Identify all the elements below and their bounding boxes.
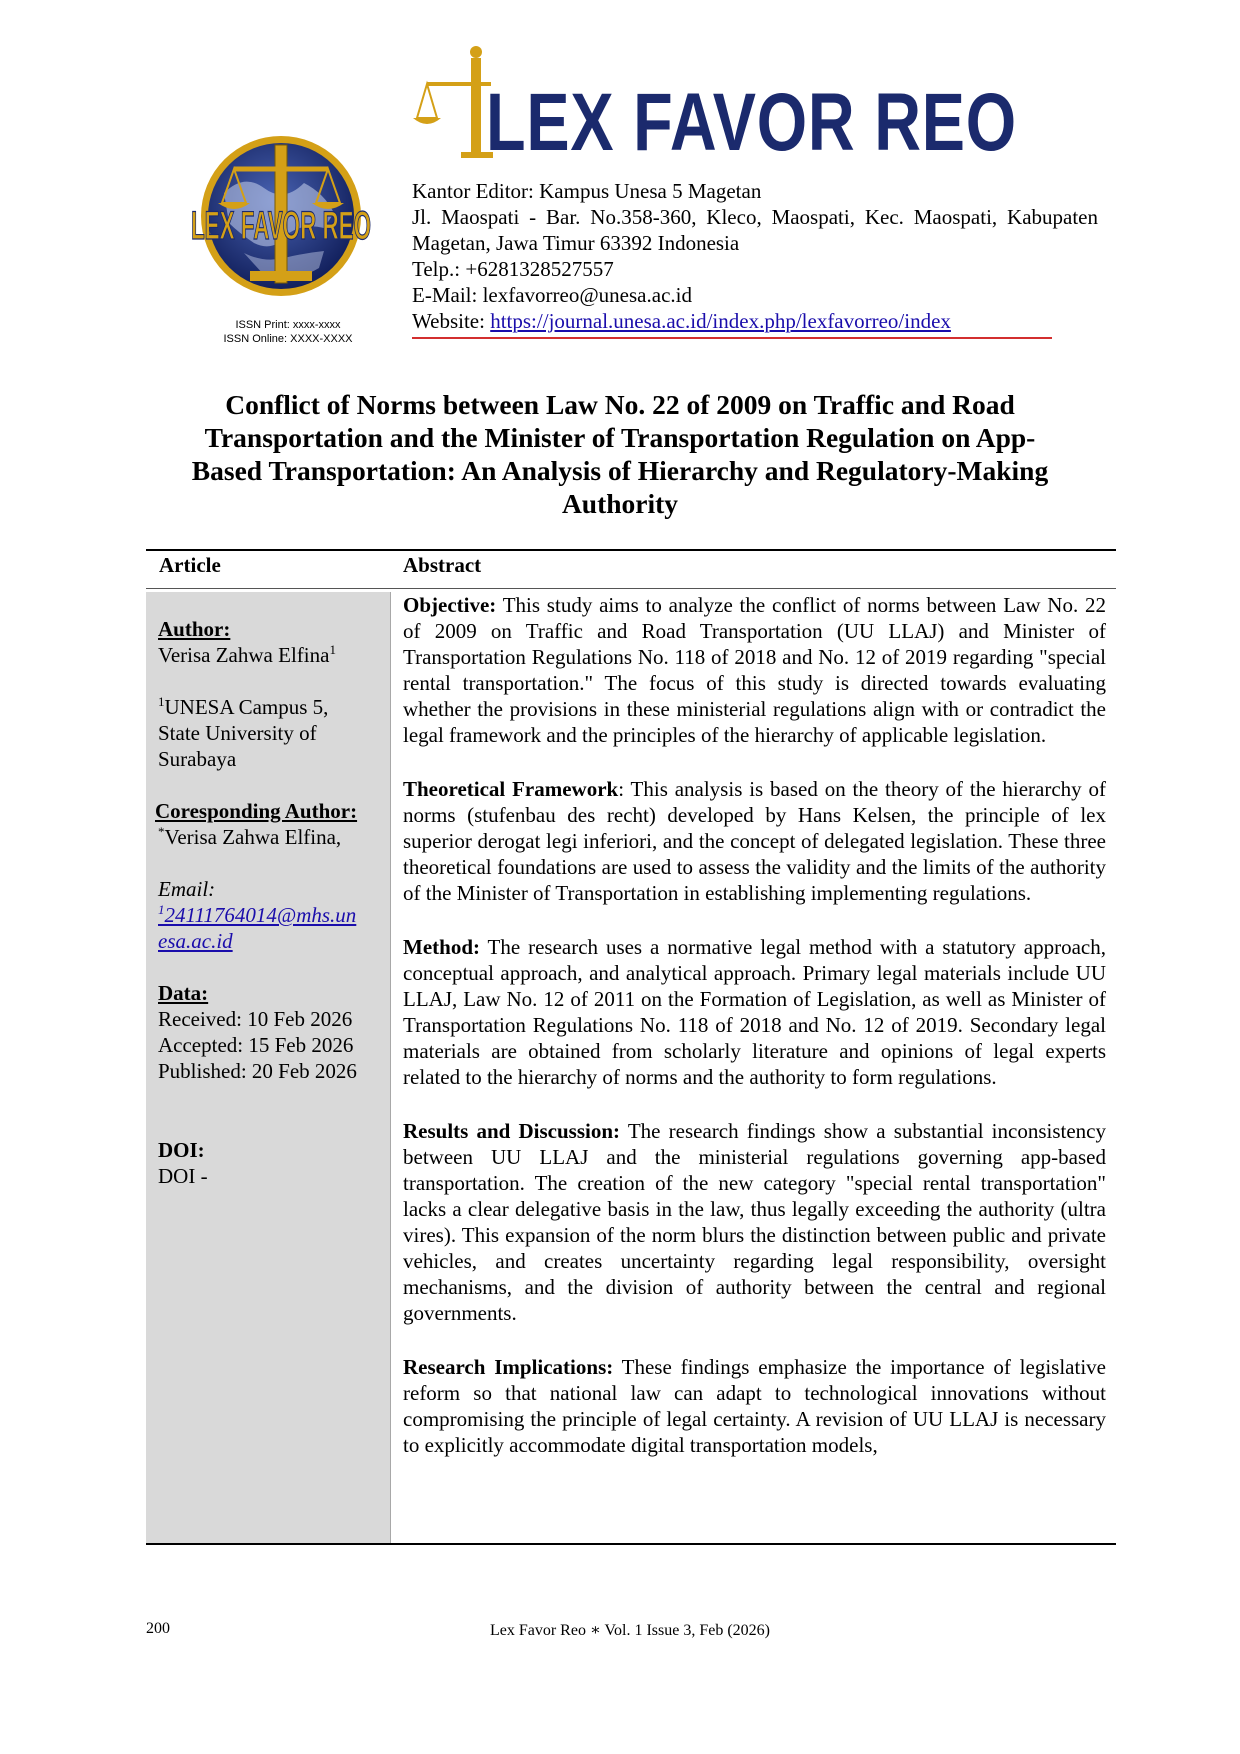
website-link[interactable]: https://journal.unesa.ac.id/index.php/lexfavorreo/index — [490, 309, 951, 333]
abstract-column-header: Abstract — [403, 553, 482, 577]
journal-wordmark: LEX FAVOR REO — [486, 77, 1017, 168]
email-link[interactable]: $^1$24111764014@mhs.un — [158, 902, 357, 927]
table-header-rule — [146, 588, 1116, 589]
received-date: Received: 10 Feb 2026 — [158, 1007, 353, 1031]
email-marker: 1 — [158, 902, 165, 917]
corresponding-author-name: *Verisa Zahwa Elfina, — [158, 824, 342, 849]
author-label: Author: — [158, 617, 231, 641]
email-link-line — [158, 902, 356, 928]
article-column-header: Article — [159, 553, 221, 577]
accepted-date: Accepted: 15 Feb 2026 — [158, 1033, 354, 1057]
affiliation-line: State University of — [158, 721, 317, 745]
abstract-theoretical-framework: Theoretical Framework: This analysis is based on the theory of the hierarchy of norms (stufenbau des recht) developed by Hans Kelsen, the principle of lex superior derogat legi inferiori, and the concept of delegated legislation. These three theoretical foundations are used to assess the validity and the limits of the authority of the Minister of Transportation in establishing implementing regulations. — [403, 777, 1106, 905]
table-bottom-rule — [146, 1543, 1116, 1545]
issn-online: ISSN Online: XXXX-XXXX — [223, 333, 353, 345]
corresponding-author-label: Coresponding Author: — [155, 799, 358, 823]
doi-value: DOI - — [158, 1164, 208, 1188]
article-info-column — [146, 592, 391, 1543]
affiliation-marker: 1 — [158, 694, 165, 709]
email-link-continued[interactable]: esa.ac.id — [158, 929, 233, 953]
editor-address: Jl. Maospati - Bar. No.358-360, Kleco, Maospati, Kec. Maospati, Kabupaten Magetan, Jawa Timur 63392 Indonesia — [412, 205, 1098, 255]
abstract-implications: Research Implications: These findings emphasize the importance of legislative reform so that national law can adapt to technological innovations without compromising the principle of legal certainty. A revision of UU LLAJ is necessary to explicitly accommodate digital transportation models, — [403, 1355, 1106, 1457]
abstract-objective: Objective: This study aims to analyze the conflict of norms between Law No. 22 of 2009 on Traffic and Road Transportation (UU LLAJ) and Minister of Transportation Regulations No. 118 of 2018 and No. 12 of 2019 regarding "special rental transportation." The focus of this study is directed towards evaluating whether the provisions in these ministerial regulations align with or contradict the legal framework and the principles of the hierarchy of applicable legislation. — [403, 593, 1106, 747]
issn-print: ISSN Print: xxxx-xxxx — [235, 319, 341, 331]
website-label: Website: — [412, 309, 491, 333]
page-number: 200 — [146, 1620, 170, 1637]
footer-citation: Lex Favor Reo ∗ Vol. 1 Issue 3, Feb (2026) — [489, 1622, 771, 1639]
published-date: Published: 20 Feb 2026 — [158, 1059, 357, 1083]
round-logo-text: LEX FAVOR REO — [191, 204, 371, 248]
table-top-rule — [146, 549, 1116, 551]
author-name: Verisa Zahwa Elfina$^1$ — [158, 642, 336, 667]
data-label: Data: — [158, 981, 209, 1005]
editor-office: Kantor Editor: Kampus Unesa 5 Magetan — [412, 179, 762, 203]
email-link-line — [158, 928, 233, 954]
abstract-body — [403, 592, 1106, 1458]
editor-phone: Telp.: +6281328527557 — [412, 257, 614, 281]
article-title: Conflict of Norms between Law No. 22 of 2009 on Traffic and Road Transportation and the Minister of Transportation Regulation on App-Based Transportation: An Analysis of Hierarchy and Regulatory-Making Authority — [191, 389, 1049, 519]
editor-email: E-Mail: lexfavorreo@unesa.ac.id — [412, 283, 692, 307]
author-affiliation-marker: 1 — [329, 642, 336, 657]
abstract-method: Method: The research uses a normative legal method with a statutory approach, conceptual approach, and analytical approach. Primary legal materials include UU LLAJ, Law No. 12 of 2011 on the Formation of Legislation, as well as Minister of Transportation Regulations No. 118 of 2018 and No. 12 of 2019. Secondary legal materials are obtained from scholarly literature and opinions of legal experts related to the hierarchy of norms and the authority to form regulations. — [403, 935, 1106, 1089]
doi-label: DOI: — [158, 1138, 205, 1162]
email-label: Email: — [158, 877, 216, 901]
contact-divider — [412, 337, 1052, 339]
affiliation-line: $^1$UNESA Campus 5, — [158, 694, 329, 719]
journal-round-logo — [184, 133, 378, 299]
affiliation-line: Surabaya — [158, 747, 237, 771]
corresponding-marker: * — [158, 824, 165, 839]
website-row — [412, 308, 1098, 334]
contact-block — [412, 178, 1098, 334]
abstract-results: Results and Discussion: The research findings show a substantial inconsistency between UU LLAJ and the ministerial regulations governing app-based transportation. The creation of the new category "special rental transportation" lacks a clear delegative basis in the law, thus legally exceeding the authority (ultra vires). This expansion of the norm blurs the distinction between public and private vehicles, and creates uncertainty regarding legal responsibility, oversight mechanisms, and the division of authority between the central and regional governments. — [403, 1119, 1106, 1325]
issn-block — [184, 318, 392, 346]
